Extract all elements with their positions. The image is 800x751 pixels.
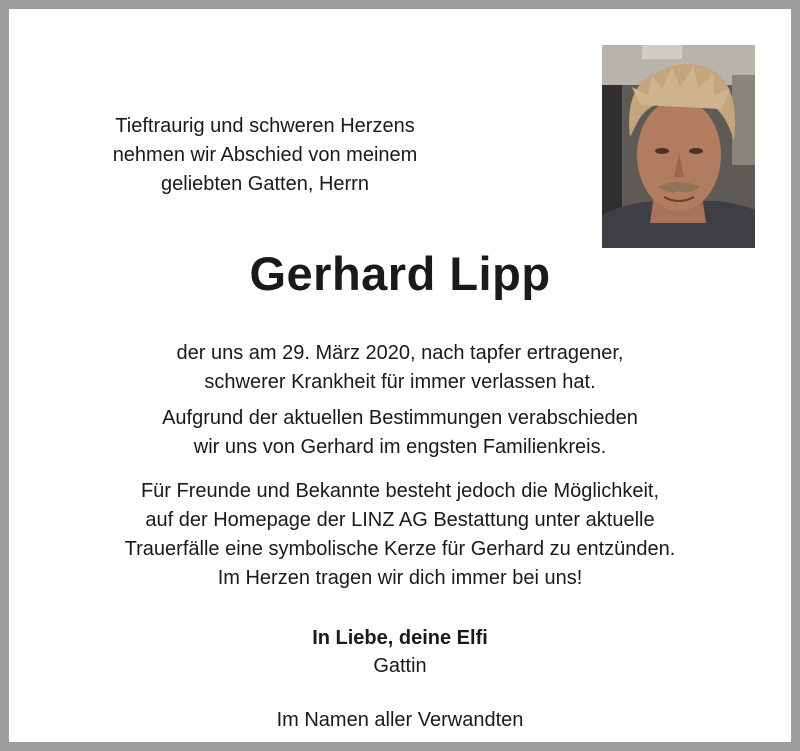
deceased-name: Gerhard Lipp xyxy=(249,247,551,300)
intro-line: geliebten Gatten, Herrn xyxy=(161,173,369,195)
intro-line: Tieftraurig und schweren Herzens xyxy=(115,115,415,137)
footer-relatives: Im Namen aller Verwandten xyxy=(276,709,524,731)
paragraph-line: Im Herzen tragen wir dich immer bei uns! xyxy=(217,567,583,589)
signer-role: Gattin xyxy=(373,655,427,677)
farewell-paragraph xyxy=(40,404,760,462)
paragraph-line: Für Freunde und Bekannte besteht jedoch die Möglichkeit, xyxy=(140,480,660,502)
signature-block xyxy=(200,624,600,680)
death-announcement-paragraph xyxy=(40,339,760,397)
signer-name: In Liebe, deine Elfi xyxy=(312,627,488,649)
paragraph-line: Trauerfälle eine symbolische Kerze für Gerhard zu entzünden. xyxy=(124,538,676,560)
paragraph-line: wir uns von Gerhard im engsten Familienkreis. xyxy=(193,436,607,458)
paragraph-line: Aufgrund der aktuellen Bestimmungen verabschieden xyxy=(162,407,638,429)
candle-info-paragraph xyxy=(40,477,760,593)
paragraph-line: auf der Homepage der LINZ AG Bestattung unter aktuelle xyxy=(145,509,655,531)
intro-line: nehmen wir Abschied von meinem xyxy=(112,144,418,166)
portrait-photo xyxy=(602,45,755,248)
paragraph-line: der uns am 29. März 2020, nach tapfer ertragener, xyxy=(176,342,624,364)
intro-text xyxy=(70,112,460,199)
paragraph-line: schwerer Krankheit für immer verlassen hat. xyxy=(204,371,596,393)
